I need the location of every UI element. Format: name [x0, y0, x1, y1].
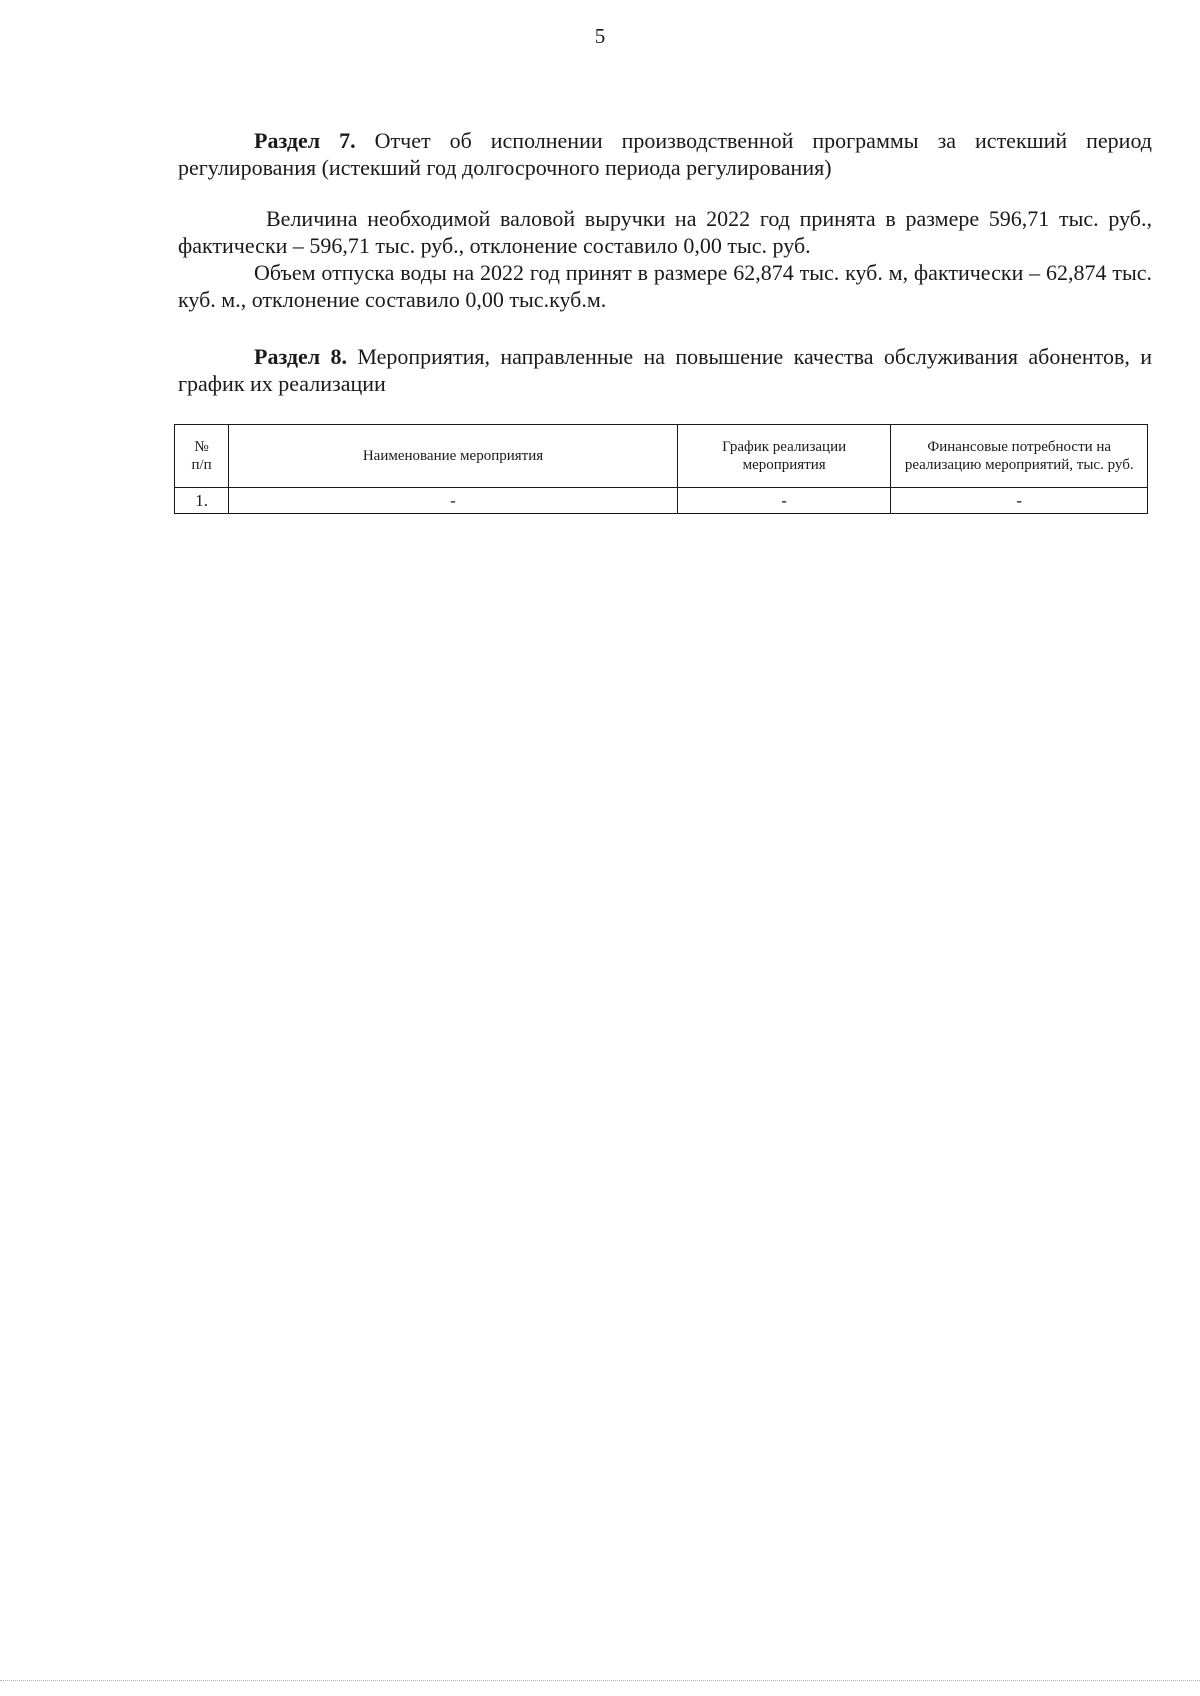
revenue-text: Величина необходимой валовой выручки на 2022 год принята в размере 596,71 тыс. руб., фактически – 596,71 тыс. руб., отклонение составило 0,00 тыс. руб. [178, 206, 1152, 258]
section-8-heading [178, 343, 1152, 397]
section-8-text: Мероприятия, направленные на повышение качества обслуживания абонентов, и график их реализации [178, 344, 1153, 396]
revenue-paragraph [178, 205, 1152, 259]
cell-measure-name: - [229, 488, 678, 514]
section-7-label: Раздел 7. [254, 128, 356, 153]
water-volume-text: Объем отпуска воды на 2022 год принят в размере 62,874 тыс. куб. м, фактически – 62,874 тыс. куб. м., отклонение составило 0,00 тыс.куб.м. [178, 260, 1152, 312]
section-8-label: Раздел 8. [254, 344, 347, 369]
water-volume-paragraph [178, 259, 1152, 313]
header-measure-name: Наименование мероприятия [229, 425, 678, 488]
table-row [175, 488, 1148, 514]
scan-edge-line [0, 1680, 1200, 1681]
cell-schedule: - [677, 488, 891, 514]
header-schedule: График реализации мероприятия [677, 425, 891, 488]
header-number [175, 425, 229, 488]
table-header-row [175, 425, 1148, 488]
page-number: 5 [594, 24, 606, 48]
header-number-symbol: № [194, 439, 209, 455]
section-7-text: Отчет об исполнении производственной программы за истекший период регулирования (истекший год долгосрочного периода регулирования) [178, 128, 1152, 180]
section-7-heading [178, 127, 1152, 181]
cell-number: 1. [175, 488, 229, 514]
header-number-abbr: п/п [191, 457, 212, 473]
measures-table [174, 424, 1148, 514]
header-finance: Финансовые потребности на реализацию мероприятий, тыс. руб. [891, 425, 1148, 488]
cell-finance: - [891, 488, 1148, 514]
